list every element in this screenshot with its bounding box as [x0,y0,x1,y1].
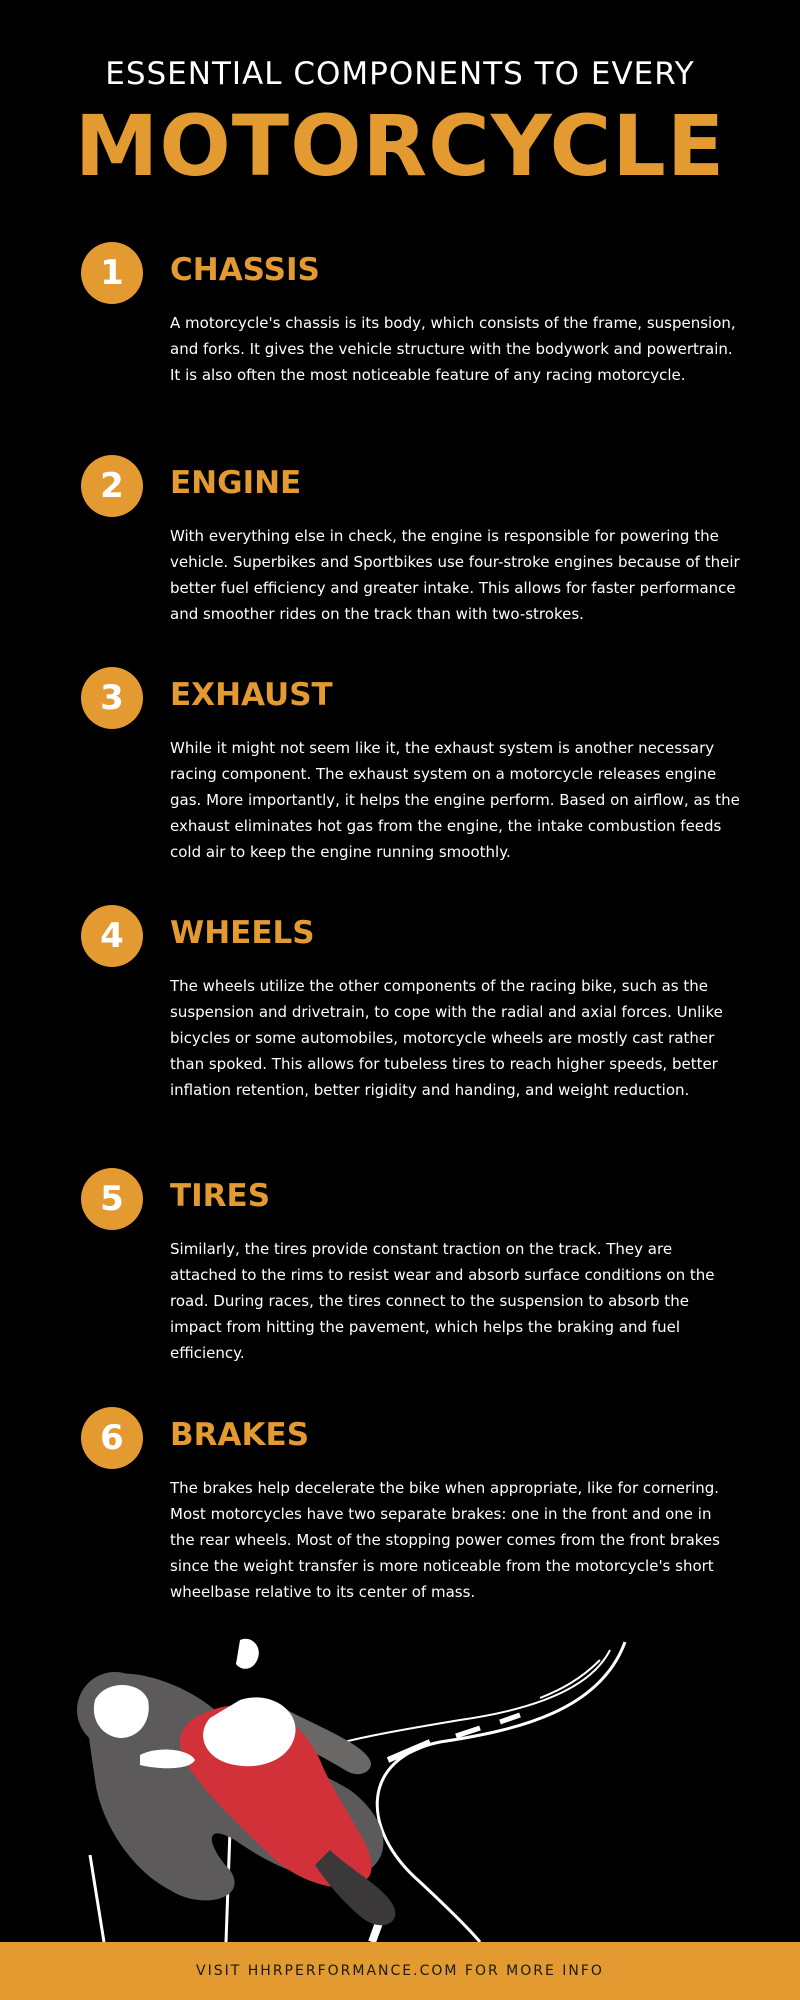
road-dash [388,1742,430,1760]
section-body: With everything else in check, the engine is responsible for powering the vehicle. Superbikes and Sportbikes use four-stroke engines because of their better fuel efficiency and greater intake. This allows for faster performance and smoother rides on the track than with two-strokes. [170,527,740,623]
section-body: The wheels utilize the other components of the racing bike, such as the suspension and drivetrain, to cope with the radial and axial forces. Unlike bicycles or some automobiles, motorcycle wheels are mostly cast rather than spoked. This allows for tubeless tires to reach higher speeds, better inflation retention, better rigidity and handing, and weight reduction. [170,977,723,1099]
section-number-badge: 1 [81,242,143,304]
section-number-badge: 4 [81,905,143,967]
page-title: MOTORCYCLE [74,97,726,195]
page-subtitle: ESSENTIAL COMPONENTS TO EVERY [105,56,695,92]
section-title: EXHAUST [170,677,333,713]
bike-mirror [236,1639,259,1669]
section-title: BRAKES [170,1417,310,1453]
motorcycle-rider-illustration [0,1620,800,1942]
section-body: While it might not seem like it, the exhaust system is another necessary racing component. The exhaust system on a motorcycle releases engine gas. More importantly, it helps the engine perform. Based on airflow, as the exhaust eliminates hot gas from the engine, the intake combustion feeds cold air to keep the engine running smoothly. [170,739,740,861]
road-edge-far-left [90,1855,104,1942]
footer-banner [0,1942,800,2000]
section-body: A motorcycle's chassis is its body, which consists of the frame, suspension, and forks. It gives the vehicle structure with the bodywork and powertrain. It is also often the most noticeable feature of any racing motorcycle. [170,314,736,384]
section-title: ENGINE [170,465,302,501]
road-dash [500,1715,520,1722]
road-dash [540,1660,600,1698]
section-body: The brakes help decelerate the bike when appropriate, like for cornering. Most motorcycles have two separate brakes: one in the front and one in the rear wheels. Most of the stopping power comes from the front brakes since the weight transfer is more noticeable from the motorcycle's short wheelbase relative to its center of mass. [170,1479,720,1601]
section-number-badge: 6 [81,1407,143,1469]
footer-link-text[interactable]: VISIT HHRPERFORMANCE.COM FOR MORE INFO [196,1963,604,1979]
section-number-badge: 5 [81,1168,143,1230]
section-title: CHASSIS [170,252,320,288]
section-number-badge: 3 [81,667,143,729]
page-header [0,52,800,194]
section-body: Similarly, the tires provide constant traction on the track. They are attached to the rims to resist wear and absorb surface conditions on the road. During races, the tires connect to the suspension to absorb the impact from hitting the pavement, which helps the braking and fuel efficiency. [170,1240,715,1362]
section-number-badge: 2 [81,455,143,517]
section-title: WHEELS [170,915,315,951]
section-title: TIRES [170,1178,271,1214]
road-edge-right [377,1642,625,1942]
